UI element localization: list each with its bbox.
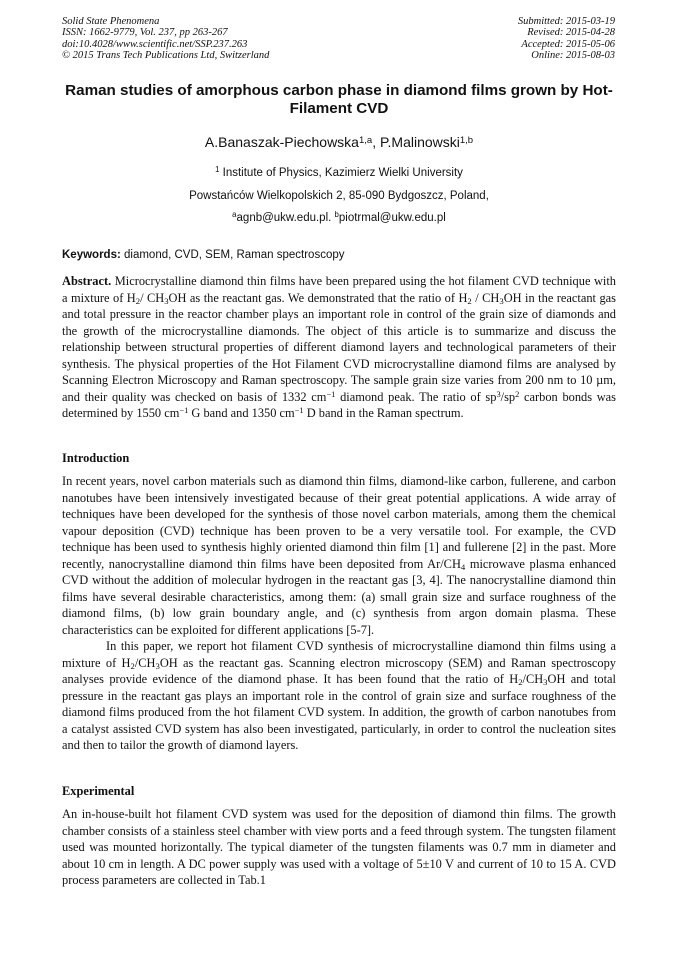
intro-text: In this paper, we report hot filament CVD synthesis of microcrystalline diamond thin films using a mixture of H (62, 639, 616, 670)
superscript: −1 (179, 405, 189, 416)
journal-doi: doi:10.4028/www.scientific.net/SSP.237.263 (62, 38, 248, 50)
subscript: 2 (130, 660, 135, 671)
subscript: 3 (164, 295, 169, 306)
introduction-paragraph-2 (62, 638, 616, 754)
date-submitted: Submitted: 2015-03-19 (517, 16, 615, 27)
abstract-text: OH in the reactant gas and total pressure in the reactor chamber plays an important role in control of the grain size of diamonds and the growth of the microcrystalline diamonds. The object of this article is to summarize and discuss the relationship between structural properties of different diamond layers and technological parameters of their synthesis. The physical properties of the Hot Filament CVD microcrystalline diamond films are analysed by Scanning Electron Microscopy and Raman spectroscopy. The sample grain size varies from 200 nm to 10 µm, and their quality was checked on basis of 1332 cm (62, 290, 616, 404)
affil-institute-text: Institute of Physics, Kazimierz Wielki University (219, 167, 463, 179)
abstract-text: Microcrystalline diamond thin films have been prepared using the hot filament CVD technique with a mixture of H (62, 274, 616, 305)
email-a-mark: a (232, 210, 237, 220)
author-line (62, 133, 616, 151)
journal-issn: ISSN: 1662-9779, Vol. 237, pp 263-267 (62, 27, 228, 39)
author-1: A.Banaszak-Piechowska (204, 134, 359, 150)
intro-text: In recent years, novel carbon materials such as diamond thin films, diamond-like carbon, fullerene, and carbon nanotubes have been intensively investigated because of their great potential applications. A wide array of techniques have been developed for the synthesis of those novel carbon materials, among them the chemical vapour deposition (CVD) technique has been proven to be a very versatile tool. For example, the CVD technique has been used to synthesis highly oriented diamond thin film [1] and fullerene [2] in the past. More recently, nanocrystalline diamond thin films have been deposited from Ar/CH (62, 474, 616, 571)
section-heading-introduction: Introduction (62, 451, 130, 465)
affil-number: 1 (215, 165, 220, 175)
superscript: −1 (326, 388, 336, 399)
date-revised: Revised: 2015-04-28 (527, 27, 615, 39)
section-heading-experimental: Experimental (62, 784, 135, 798)
abstract-text: /sp (500, 389, 516, 404)
superscript: −1 (294, 405, 304, 416)
affiliation-address: Powstańców Wielkopolskich 2, 85-090 Bydgoszcz, Poland, (189, 190, 489, 202)
intro-text: /CH (522, 672, 544, 686)
date-online: Online: 2015-08-03 (531, 50, 615, 62)
abstract-text: diamond peak. The ratio of sp (335, 389, 497, 404)
publication-dates (518, 16, 615, 62)
affiliation-emails (62, 211, 616, 225)
abstract-text: OH as the reactant gas. We demonstrated that the ratio of H (168, 290, 468, 305)
email-a: agnb@ukw.edu.pl. (236, 212, 335, 224)
subscript: 2 (467, 295, 472, 306)
abstract-paragraph (62, 273, 616, 422)
date-accepted: Accepted: 2015-05-06 (521, 38, 615, 50)
subscript: 2 (135, 295, 141, 306)
abstract-text: G band and 1350 cm (188, 406, 295, 420)
author-2-affil-mark: 1,b (459, 134, 474, 146)
subscript: 3 (543, 677, 548, 688)
introduction-body (62, 473, 616, 754)
paper-title: Raman studies of amorphous carbon phase in diamond films grown by Hot-Filament CVD (65, 82, 613, 117)
experimental-text: An in-house-built hot filament CVD system was used for the deposition of diamond thin films. The growth chamber consists of a stainless steel chamber with view ports and a feed through system. The tungsten filament used was mounted horizontally. The typical diameter of the tungsten filaments was 0.7 mm in diameter and about 10 cm in length. A DC power supply was used with a voltage of 5±10 V and current of 10 to 15 A. CVD process parameters are collected in Tab.1 (62, 807, 616, 887)
subscript: 4 (460, 561, 466, 572)
keywords-line (62, 248, 616, 262)
superscript: 2 (515, 388, 520, 399)
author-1-affil-mark: 1,a (358, 134, 373, 146)
author-separator: , (372, 134, 380, 150)
intro-text: OH and total pressure in the reactant gas plays an important role in the control of grain size and surface roughness of the diamond films produced from the hot filament CVD system. In addition, the growth of carbon nanotubes from a catalyst assisted CVD system has also been investigated, particularly, in order to control the nucleation sites and then to tailor the growth of diamond layers. (62, 672, 616, 752)
journal-name: Solid State Phenomena (62, 16, 160, 27)
introduction-paragraph-1 (62, 473, 616, 638)
subscript: 3 (155, 660, 160, 671)
intro-text: /CH (134, 655, 156, 670)
abstract-label: Abstract. (62, 274, 112, 288)
keywords-label: Keywords: (62, 249, 121, 261)
affiliation-institute (62, 166, 616, 180)
email-b: piotrmal@ukw.edu.pl (338, 212, 446, 224)
abstract-text: / CH (140, 290, 165, 305)
abstract-text: carbon bonds was determined by 1550 cm (62, 389, 616, 420)
intro-text: OH as the reactant gas. Scanning electron microscopy (SEM) and Raman spectroscopy analyses provide evidence of the diamond phase. It has been found that the ratio of H (62, 655, 616, 686)
experimental-paragraph (62, 806, 616, 889)
journal-copyright: © 2015 Trans Tech Publications Ltd, Switzerland (62, 50, 270, 62)
journal-info (62, 16, 269, 62)
superscript: 3 (496, 388, 501, 399)
abstract-text: / CH (471, 290, 500, 305)
subscript: 2 (518, 677, 523, 688)
abstract-text: D band in the Raman spectrum. (303, 406, 464, 420)
email-b-mark: b (334, 210, 339, 220)
keywords-text: diamond, CVD, SEM, Raman spectroscopy (120, 249, 345, 261)
intro-text: microwave plasma enhanced CVD without the addition of molecular hydrogen in the reactant gas [3, 4]. The nanocrystalline diamond thin films have several desirable characteristics, among them: (a) small grain size and surface roughness of the diamond films, (b) low grain boundary angle, and (c) synthesis from argon domain plasma. These characteristics can be exploited for different applications [5-7]. (62, 556, 616, 637)
subscript: 3 (499, 295, 504, 306)
author-2: P.Malinowski (379, 134, 460, 150)
